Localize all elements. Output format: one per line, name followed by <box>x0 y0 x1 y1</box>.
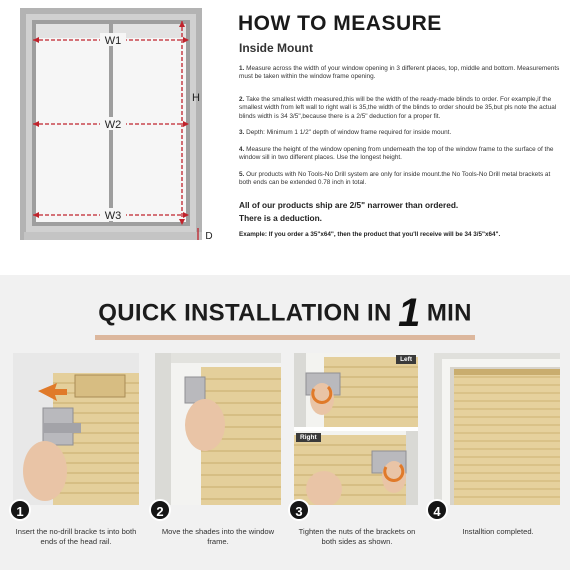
window-measure-diagram <box>20 8 220 248</box>
w3-label: W3 <box>104 210 122 222</box>
left-label: Left <box>396 355 416 364</box>
h-label: H <box>192 92 200 104</box>
d-label: D <box>205 231 213 242</box>
w2-label: W2 <box>104 119 122 131</box>
heading-underline <box>95 335 475 340</box>
installation-heading <box>0 291 570 336</box>
step-3-photo <box>294 353 418 505</box>
step-3-caption: Tighten the nuts of the brackets on both sides as shown. <box>298 527 416 546</box>
step-1-badge: 1 <box>9 499 31 521</box>
deduction-note: All of our products ship are 2/5" narrower than ordered. <box>239 200 459 210</box>
measure-subtitle: Inside Mount <box>239 41 313 55</box>
hand <box>23 441 67 501</box>
installed-bamboo-shade <box>454 369 560 505</box>
step-3-badge: 3 <box>288 499 310 521</box>
step-2-badge: 2 <box>149 499 171 521</box>
step-4-badge: 4 <box>426 499 448 521</box>
w1-label: W1 <box>104 35 122 47</box>
heading-text: QUICK INSTALLATION IN <box>98 299 392 327</box>
step-1-photo <box>13 353 139 505</box>
step-1-caption: Insert the no-drill bracke ts into both ends of the head rail. <box>15 527 137 546</box>
measure-step-5: 5. Our products with No Tools-No Drill system are only for inside mount.the No Tools-No Drill metal brackets at both ends can be extended 0.78 inch in total. <box>239 171 551 187</box>
no-drill-bracket <box>185 377 205 403</box>
head-rail <box>75 375 125 397</box>
quick-installation-section <box>0 275 570 570</box>
window-sill <box>24 232 202 240</box>
step-2-photo <box>155 353 281 505</box>
measure-step-1: 1. Measure across the width of your window opening in 3 different places, top, middle and bottom. Measurements must be taken within the window frame opening. <box>239 65 560 81</box>
right-label: Right <box>296 433 321 442</box>
hand <box>185 399 225 451</box>
measure-title: HOW TO MEASURE <box>238 12 442 35</box>
measure-step-4: 4. Measure the height of the window opening from underneath the top of the window frame to the surface of the window sill in two different places. Use the longest height. <box>239 146 554 162</box>
measure-step-2: 2. Take the smallest width measured,this will be the width of the ready-made blinds to order. For example,if the smallest width from left wall to right wall is 35,the width of the blinds to order should be 35,but pls note the actual blinds width is 34 3/5",because there is a 2/5" deduction for a proper fit. <box>239 96 557 120</box>
step-2-caption: Move the shades into the window frame. <box>161 527 275 546</box>
heading-number: 1 <box>398 291 421 335</box>
step-4-photo <box>434 353 560 505</box>
measure-step-3: 3. Depth: Minimum 1 1/2" depth of window frame required for inside mount. <box>239 129 452 136</box>
deduction-note-2: There is a deduction. <box>239 213 322 223</box>
step-4-caption: Installtion completed. <box>462 527 534 536</box>
how-to-measure-section <box>0 0 570 275</box>
left-pane <box>36 24 109 222</box>
heading-unit: MIN <box>426 299 472 327</box>
deduction-example: Example: If you order a 35"x64", then the product that you'll receive will be 34 3/5"x64". <box>239 231 501 238</box>
